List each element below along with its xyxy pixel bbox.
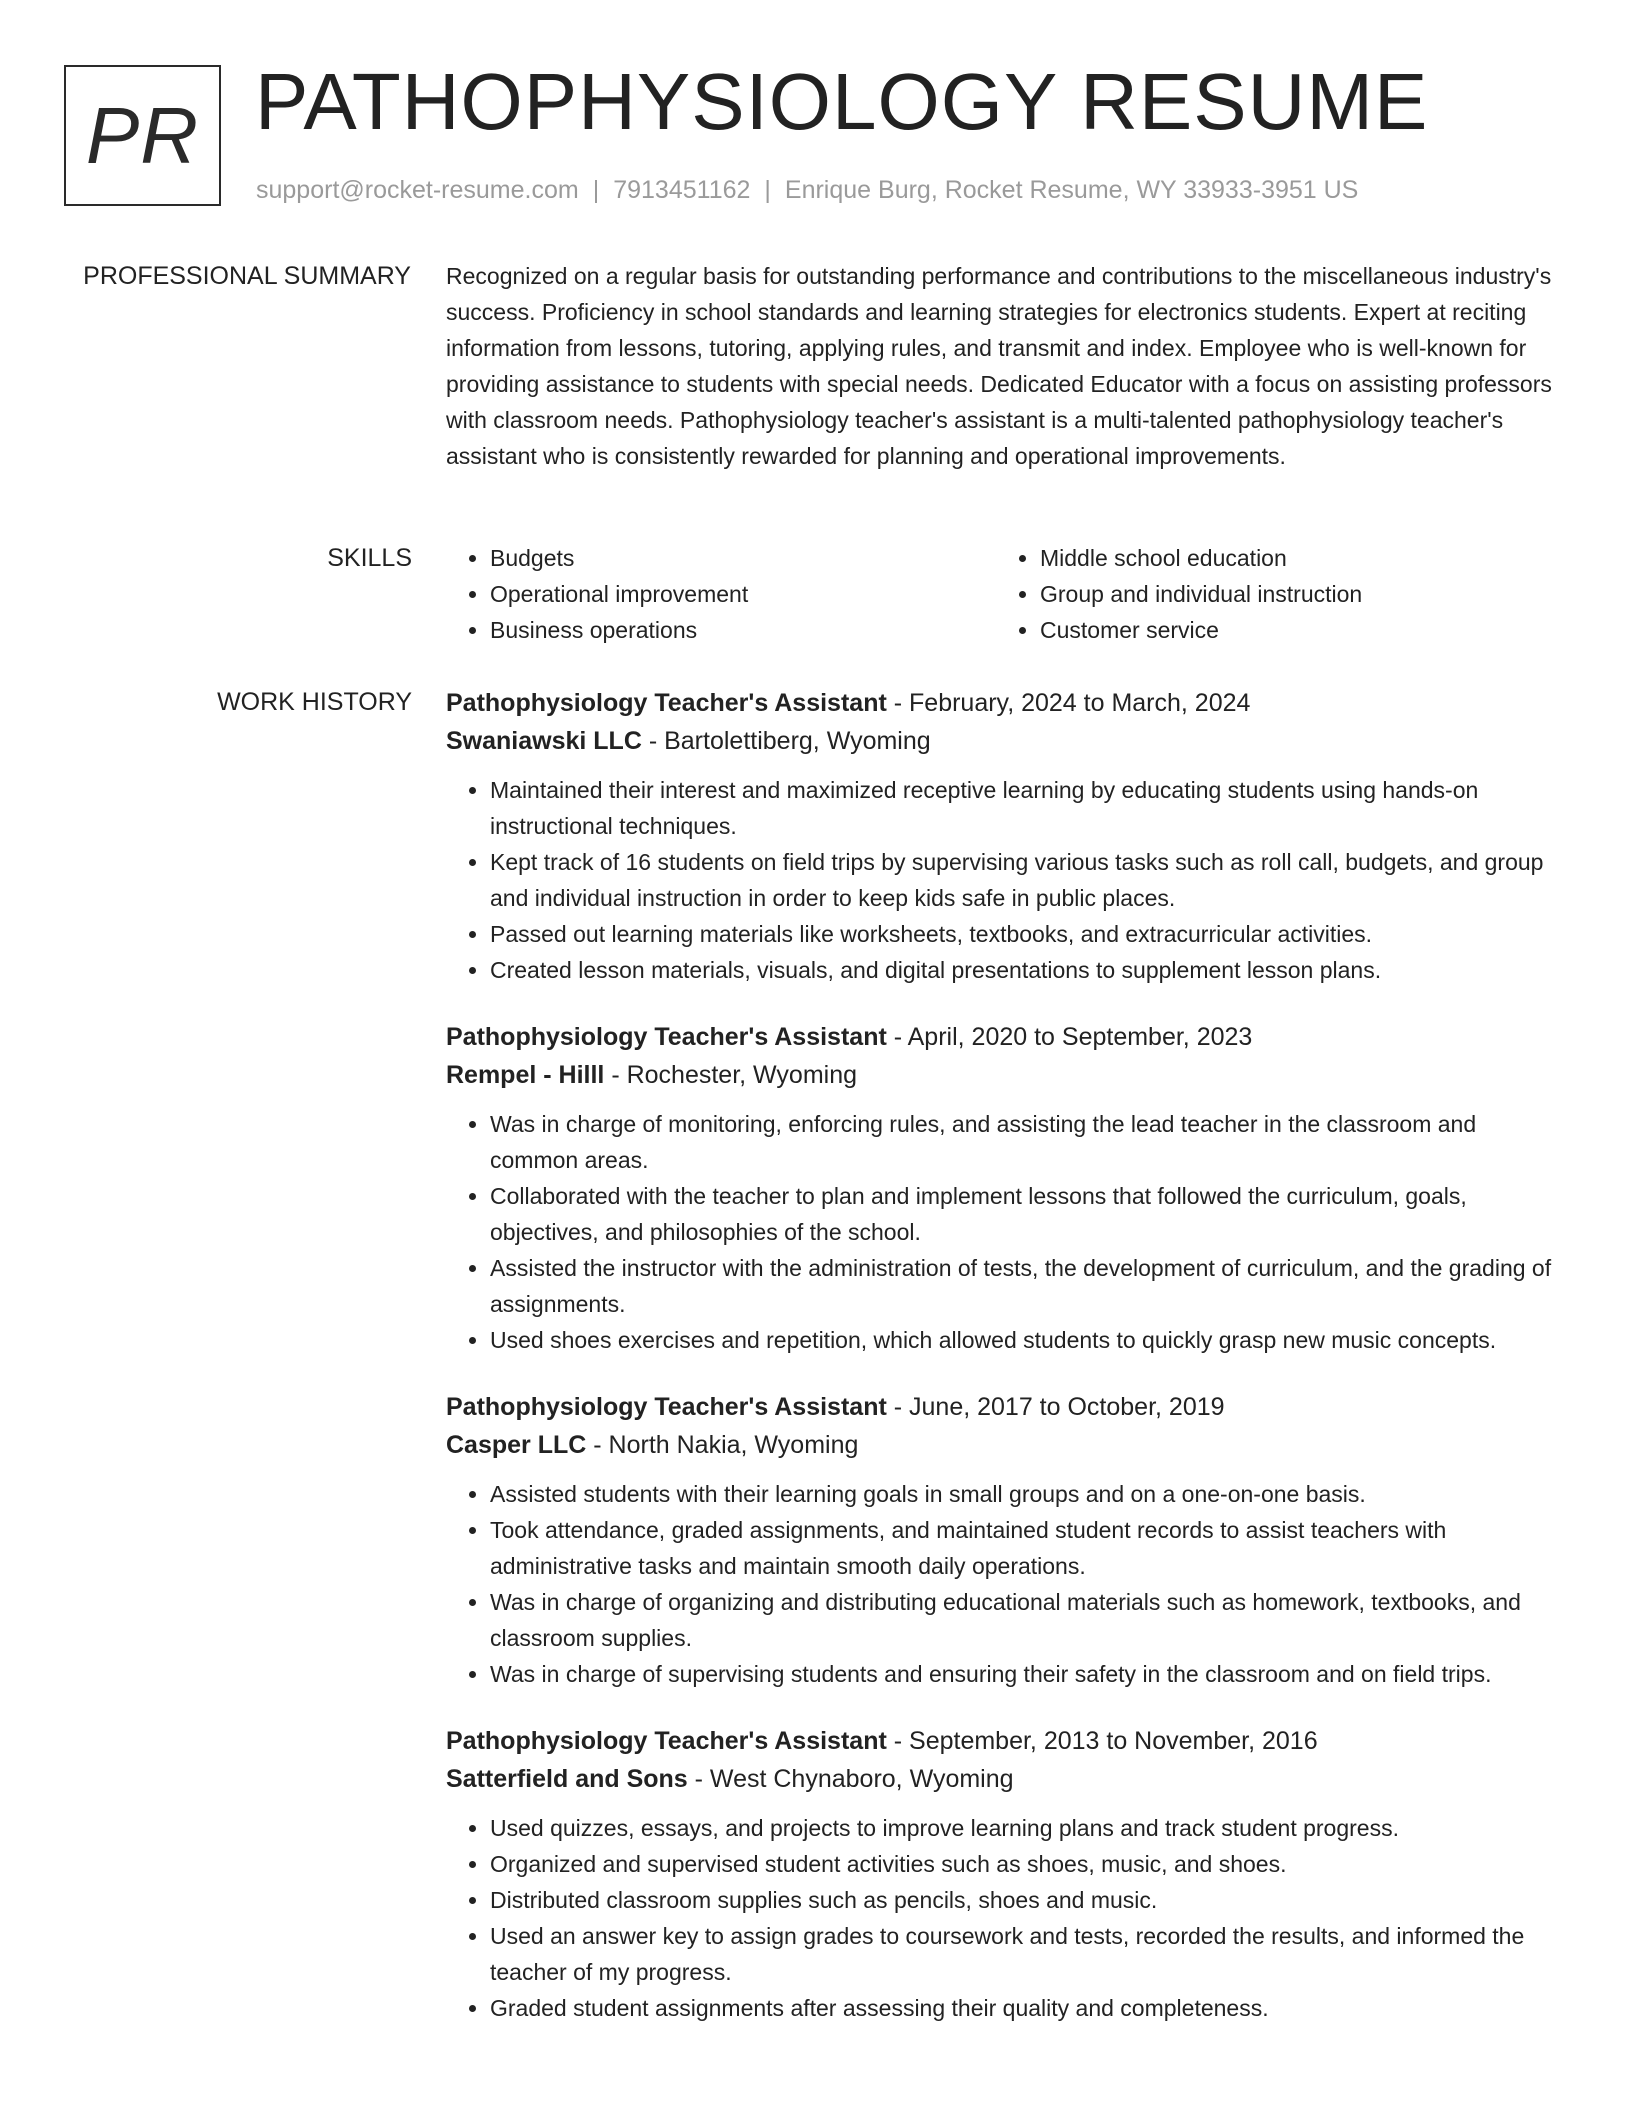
job-bullets	[446, 1810, 1566, 2026]
job-bullet: • Used quizzes, essays, and projects to improve learning plans and track student progress.	[490, 1810, 1566, 1846]
job-bullet: • Graded student assignments after assessing their quality and completeness.	[490, 1990, 1566, 2026]
job-bullet: • Maintained their interest and maximized receptive learning by educating students using hands-on instructional techniques.	[490, 772, 1566, 844]
job-bullet: • Passed out learning materials like worksheets, textbooks, and extracurricular activities.	[490, 916, 1566, 952]
skill-item: • Middle school education	[1040, 540, 1546, 576]
job-company: Casper LLC	[446, 1431, 587, 1459]
job-bullet: • Organized and supervised student activities such as shoes, music, and shoes.	[490, 1846, 1566, 1882]
contact-separator: |	[592, 176, 600, 204]
contact-email: support@rocket-resume.com	[256, 176, 579, 204]
contact-address: Enrique Burg, Rocket Resume, WY 33933-3951 US	[784, 176, 1359, 204]
job-bullet: • Kept track of 16 students on field trips by supervising various tasks such as roll call, budgets, and group and individual instruction in order to keep kids safe in public places.	[490, 844, 1566, 916]
job-company: Swaniawski LLC	[446, 727, 642, 755]
job-company-line	[446, 1426, 1566, 1464]
job-dates: - April, 2020 to September, 2023	[886, 1023, 1253, 1051]
summary-text: Recognized on a regular basis for outstanding performance and contributions to the miscellaneous industry's success. Proficiency in school standards and learning strategies for electronics students. Expert at reciting information from lessons, tutoring, applying rules, and transmit and index. Employee who is well-known for providing assistance to students with special needs. Dedicated Educator with a focus on assisting professors with classroom needs. Pathophysiology teacher's assistant is a multi-talented pathophysiology teacher's assistant who is consistently rewarded for planning and operational improvements.	[446, 263, 1552, 469]
job-dates: - September, 2013 to November, 2016	[886, 1727, 1318, 1755]
job-title-line	[446, 684, 1566, 722]
job-bullet: • Was in charge of organizing and distributing educational materials such as homework, textbooks, and classroom supplies.	[490, 1584, 1566, 1656]
job-dates: - June, 2017 to October, 2019	[886, 1393, 1225, 1421]
job-bullet: • Collaborated with the teacher to plan and implement lessons that followed the curriculum, goals, objectives, and philosophies of the school.	[490, 1178, 1566, 1250]
job-bullet: • Distributed classroom supplies such as pencils, shoes and music.	[490, 1882, 1566, 1918]
job-bullet: • Assisted the instructor with the administration of tests, the development of curriculum, and the grading of assignments.	[490, 1250, 1566, 1322]
contact-line	[256, 172, 1358, 208]
job-entry	[446, 684, 1566, 988]
skills-body	[446, 540, 1566, 648]
summary-body	[446, 258, 1566, 474]
job-entry	[446, 1018, 1566, 1358]
job-title-line	[446, 1388, 1566, 1426]
job-bullet: • Used an answer key to assign grades to coursework and tests, recorded the results, and informed the teacher of my progress.	[490, 1918, 1566, 1990]
skills-heading: SKILLS	[327, 544, 412, 572]
job-location: - West Chynaboro, Wyoming	[687, 1765, 1014, 1793]
job-bullets	[446, 1476, 1566, 1692]
job-bullets	[446, 1106, 1566, 1358]
job-bullet: • Was in charge of monitoring, enforcing rules, and assisting the lead teacher in the classroom and common areas.	[490, 1106, 1566, 1178]
job-company-line	[446, 1056, 1566, 1094]
work-body	[446, 684, 1566, 2026]
skill-item: • Business operations	[490, 612, 996, 648]
job-location: - Bartolettiberg, Wyoming	[641, 727, 931, 755]
job-company-line	[446, 1760, 1566, 1798]
job-bullet: • Was in charge of supervising students and ensuring their safety in the classroom and on field trips.	[490, 1656, 1566, 1692]
job-bullet: • Created lesson materials, visuals, and digital presentations to supplement lesson plans.	[490, 952, 1566, 988]
job-title: Pathophysiology Teacher's Assistant	[446, 1393, 887, 1421]
work-heading: WORK HISTORY	[217, 688, 412, 716]
job-entry	[446, 1388, 1566, 1692]
job-location: - North Nakia, Wyoming	[586, 1431, 859, 1459]
page-title: PATHOPHYSIOLOGY RESUME	[255, 57, 1429, 146]
monogram-logo: PR	[64, 65, 221, 206]
job-title: Pathophysiology Teacher's Assistant	[446, 689, 887, 717]
skill-item: • Operational improvement	[490, 576, 996, 612]
job-dates: - February, 2024 to March, 2024	[886, 689, 1251, 717]
job-bullets	[446, 772, 1566, 988]
skill-item: • Group and individual instruction	[1040, 576, 1546, 612]
job-bullet: • Used shoes exercises and repetition, which allowed students to quickly grasp new music concepts.	[490, 1322, 1566, 1358]
skills-list-right	[996, 540, 1546, 648]
skill-item: • Customer service	[1040, 612, 1546, 648]
job-title: Pathophysiology Teacher's Assistant	[446, 1727, 887, 1755]
job-bullet: • Took attendance, graded assignments, and maintained student records to assist teachers with administrative tasks and maintain smooth daily operations.	[490, 1512, 1566, 1584]
skills-grid	[446, 540, 1566, 648]
job-title-line	[446, 1722, 1566, 1760]
contact-separator: |	[764, 176, 771, 204]
job-location: - Rochester, Wyoming	[604, 1061, 858, 1089]
job-title: Pathophysiology Teacher's Assistant	[446, 1023, 887, 1051]
skill-item: • Budgets	[490, 540, 996, 576]
summary-heading: PROFESSIONAL SUMMARY	[83, 262, 411, 290]
job-bullet: • Assisted students with their learning goals in small groups and on a one-on-one basis.	[490, 1476, 1566, 1512]
job-company: Satterfield and Sons	[446, 1765, 688, 1793]
contact-phone: 7913451162	[613, 176, 751, 204]
job-company-line	[446, 722, 1566, 760]
job-entry	[446, 1722, 1566, 2026]
job-title-line	[446, 1018, 1566, 1056]
skills-list-left	[446, 540, 996, 648]
job-company: Rempel - Hilll	[446, 1061, 605, 1089]
